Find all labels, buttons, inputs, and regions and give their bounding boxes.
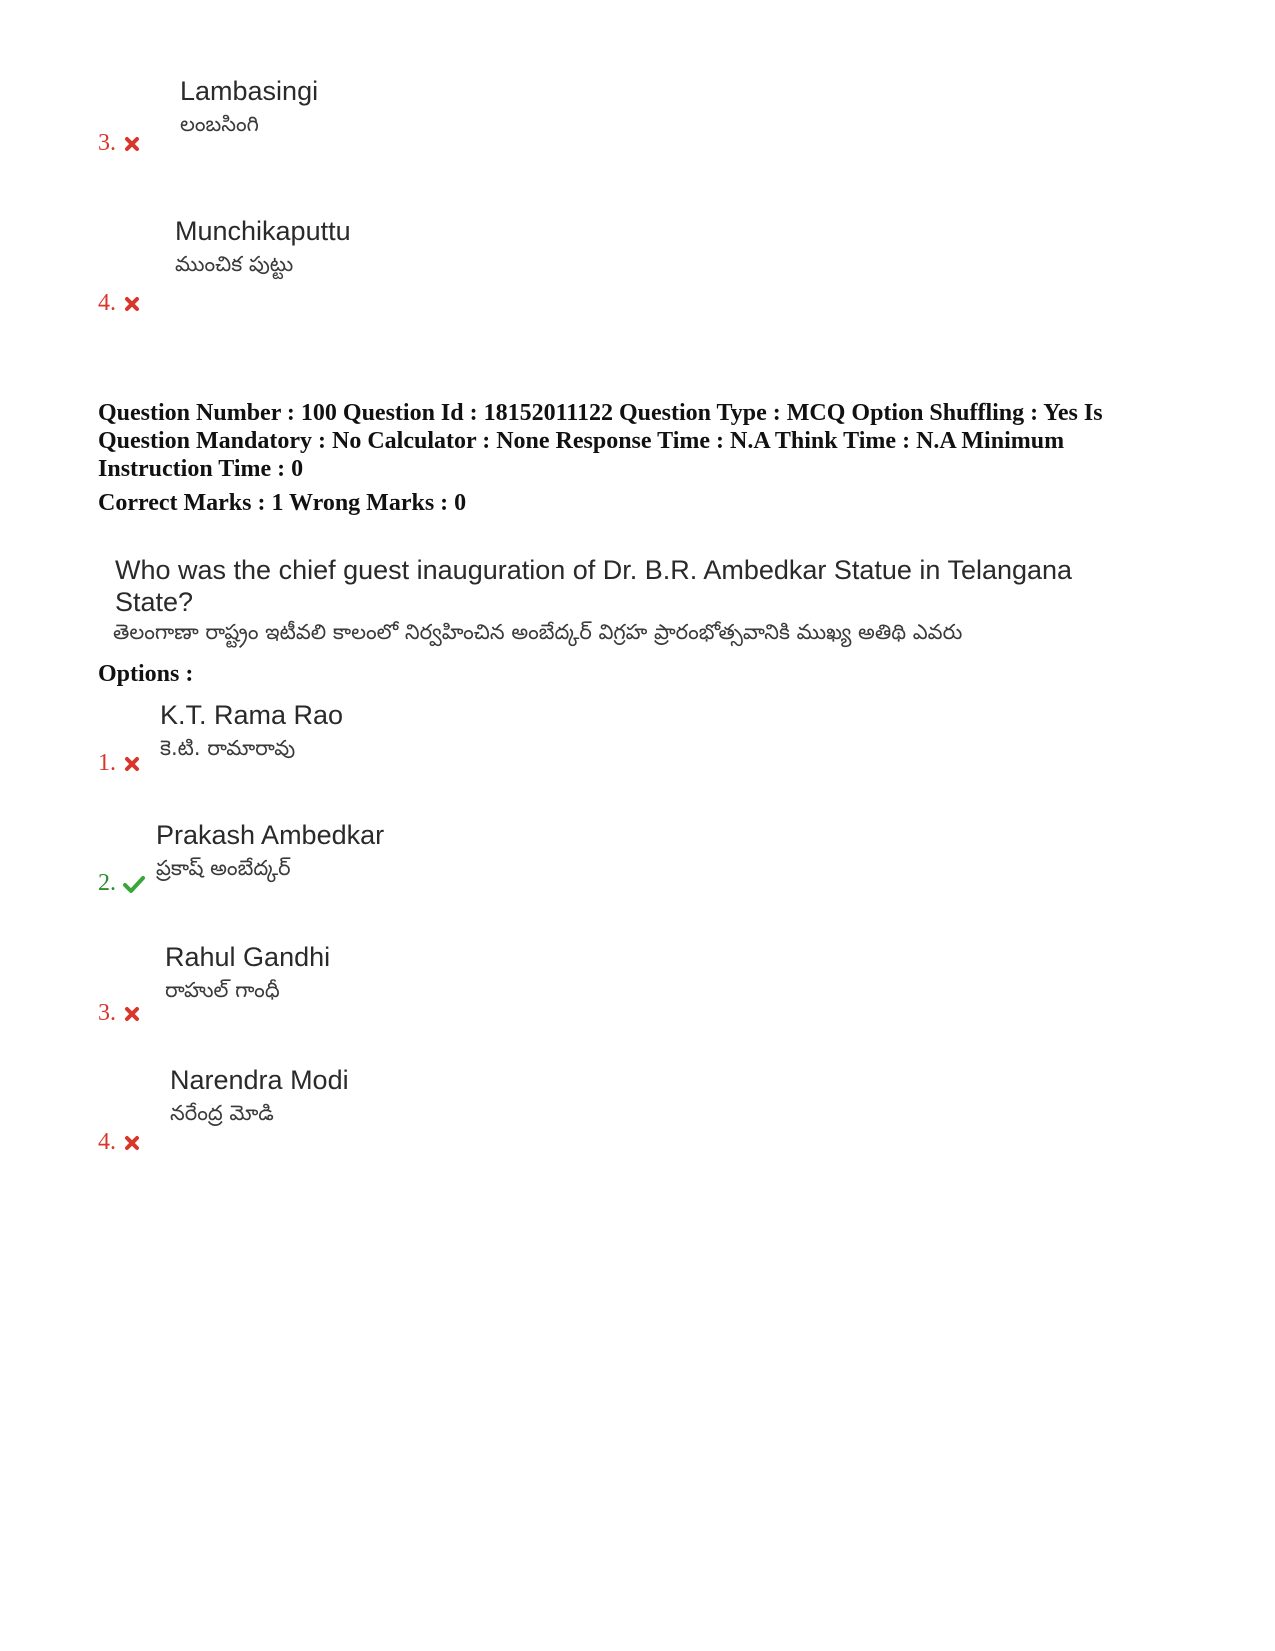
option-text-en: Narendra Modi	[170, 1065, 349, 1095]
question-text-te: తెలంగాణా రాష్ట్రం ఇటీవలి కాలంలో నిర్వహించిన అంబేద్కర్ విగ్రహ ప్రారంభోత్సవానికి ముఖ్య అతిథి ఎవరు	[113, 620, 963, 644]
option-number	[98, 1129, 142, 1156]
option-text-en: Munchikaputtu	[175, 216, 351, 246]
option-number-label: 3.	[98, 130, 116, 156]
cross-icon	[122, 134, 142, 154]
question-text-en: Who was the chief guest inauguration of Dr. B.R. Ambedkar Statue in Telangana State?	[115, 555, 1073, 617]
option-number-label: 4.	[98, 290, 116, 316]
question-meta: Question Number : 100 Question Id : 18152011122 Question Type : MCQ Option Shuffling : Yes Is Question Mandatory : No Calculator : None Response Time : N.A Think Time : N.A Minimum Instruction Time : 0	[98, 400, 1103, 482]
cross-icon	[122, 754, 142, 774]
option-text-te: కె.టి. రామారావు	[160, 736, 296, 760]
option-text-te: లంబసింగి	[180, 112, 259, 136]
option-number	[98, 1000, 142, 1027]
option-number	[98, 290, 142, 317]
cross-icon	[122, 1004, 142, 1024]
option-text-en: Prakash Ambedkar	[156, 820, 385, 850]
option-text-te: ప్రకాష్ అంబేద్కర్	[156, 856, 291, 880]
option-number	[98, 130, 142, 157]
option-number-label: 1.	[98, 750, 116, 776]
option-text-en: Lambasingi	[180, 76, 319, 106]
option-number-label: 2.	[98, 870, 116, 896]
option-text-te: రాహుల్ గాంధీ	[165, 978, 280, 1002]
options-label: Options :	[98, 661, 194, 687]
option-number	[98, 870, 146, 897]
option-number-label: 4.	[98, 1129, 116, 1155]
option-text-en: Rahul Gandhi	[165, 942, 331, 972]
option-text-en: K.T. Rama Rao	[160, 700, 344, 730]
cross-icon	[122, 294, 142, 314]
check-icon	[122, 874, 146, 894]
cross-icon	[122, 1133, 142, 1153]
option-number-label: 3.	[98, 1000, 116, 1026]
option-number	[98, 750, 142, 777]
question-marks: Correct Marks : 1 Wrong Marks : 0	[98, 490, 467, 516]
option-text-te: నరేంద్ర మోడి	[170, 1101, 274, 1125]
option-text-te: ముంచిక పుట్టు	[175, 252, 294, 276]
